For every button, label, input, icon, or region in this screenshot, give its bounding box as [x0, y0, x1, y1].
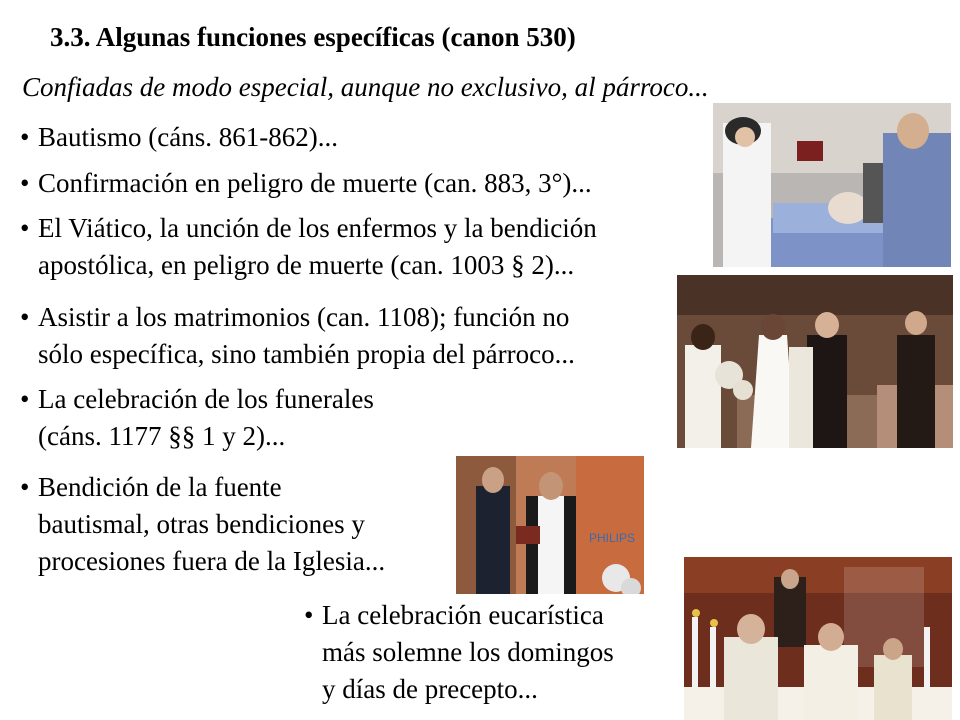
photo-wedding — [677, 275, 953, 448]
bullet-text-line: Bautismo (cáns. 861-862)... — [38, 122, 338, 152]
photo-eucharist — [684, 557, 952, 720]
bullet-text-line: Confirmación en peligro de muerte (can. 883, 3°)... — [38, 168, 592, 198]
bullet-text-line: Asistir a los matrimonios (can. 1108); función no — [38, 302, 570, 332]
bullet-dot: • — [20, 168, 30, 198]
bullet-text-line: más solemne los domingos — [322, 637, 614, 667]
bullet-text-line: (cáns. 1177 §§ 1 y 2)... — [38, 421, 286, 451]
photo-blessing — [456, 456, 644, 594]
bullet-text-line: La celebración eucarística — [322, 600, 604, 630]
bullet-dot: • — [20, 122, 30, 152]
bullet-text-line: apostólica, en peligro de muerte (can. 1003 § 2)... — [38, 250, 575, 280]
bullet-dot: • — [20, 213, 30, 243]
photo-wedding-art — [677, 275, 953, 448]
bullet-dot: • — [20, 302, 30, 332]
bullet-text-line: procesiones fuera de la Iglesia... — [38, 546, 386, 576]
bullet-text-line: Bendición de la fuente — [38, 472, 282, 502]
bullet-dot: • — [20, 384, 30, 414]
bullet-text-line: El Viático, la unción de los enfermos y la bendición — [38, 213, 597, 243]
philips-sign-text: PHILIPS — [589, 531, 636, 545]
photo-sick-anointing — [713, 103, 951, 267]
slide-title: 3.3. Algunas funciones específicas (canon 530) — [50, 22, 576, 52]
bullet-text-line: La celebración de los funerales — [38, 384, 374, 414]
photo-eucharist-art — [684, 557, 952, 720]
slide-subtitle: Confiadas de modo especial, aunque no exclusivo, al párroco... — [22, 72, 709, 102]
bullet-text-line: bautismal, otras bendiciones y — [38, 509, 365, 539]
bullet-text-line: sólo específica, sino también propia del párroco... — [38, 339, 575, 369]
photo-blessing-art — [456, 456, 644, 594]
bullet-text-line: y días de precepto... — [322, 674, 538, 704]
bullet-dot: • — [20, 472, 30, 502]
photo-sick-anointing-art — [713, 103, 951, 267]
bullet-dot: • — [304, 600, 314, 630]
